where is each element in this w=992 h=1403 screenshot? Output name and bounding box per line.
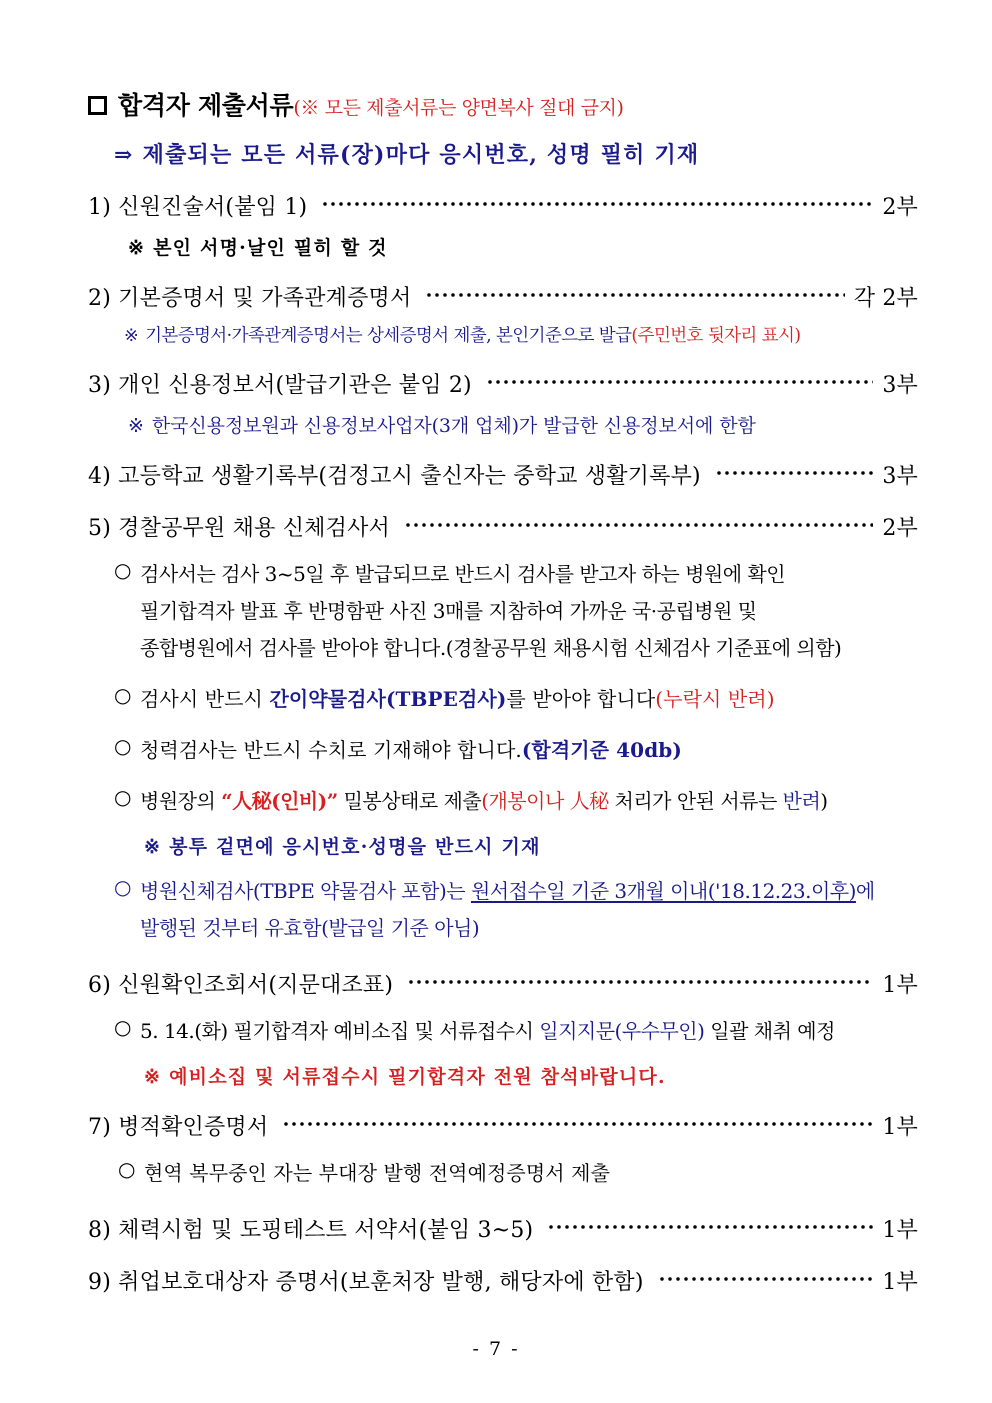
- text-segment-highlight: 반려: [782, 789, 821, 813]
- item-line: [88, 511, 918, 542]
- text-segment-warning: “人秘(인비)”: [221, 789, 338, 813]
- sub-bullet: [114, 681, 918, 718]
- sub-bullet-text: [140, 1013, 918, 1050]
- sub-bullet: [114, 783, 918, 820]
- text-segment-highlight: 일지지문(우수무인): [539, 1019, 705, 1043]
- item-label: 7) 병적확인증명서: [88, 1115, 269, 1140]
- text-segment-highlight: (합격기준 40db): [521, 738, 682, 762]
- text-segment: 5. 14.(화) 필기합격자 예비소집 및 서류접수시: [140, 1019, 540, 1043]
- sub-bullet-note: [144, 1062, 918, 1089]
- page-heading: [88, 86, 918, 122]
- dot-leader: [427, 283, 844, 305]
- double-arrow-icon: ⇒: [114, 142, 134, 168]
- text-segment: 밀봉상태로 제출: [337, 789, 482, 813]
- circle-bullet-icon: ○: [114, 785, 132, 809]
- item-count: 1부: [882, 973, 918, 998]
- sub-bullet-text: [140, 783, 918, 820]
- item-count: 1부: [882, 1270, 918, 1295]
- text-segment: 처리가 안된 서류는: [608, 789, 783, 813]
- sub-bullet: [114, 732, 918, 769]
- text-segment: 검사시 반드시: [140, 687, 270, 711]
- sub-bullet-line: [140, 783, 918, 820]
- item-count: 3부: [882, 373, 918, 398]
- text-segment: 청력검사는 반드시 수치로 기재해야 합니다.: [140, 738, 522, 762]
- sub-bullet-line: 발행된 것부터 유효함(발급일 기준 아님): [140, 916, 480, 940]
- item-count: 1부: [882, 1218, 918, 1243]
- circle-bullet-icon: ○: [114, 683, 132, 707]
- item-note-text: 한국신용정보원과 신용정보사업자(3개 업체)가 발급한 신용정보서에 한함: [151, 415, 756, 437]
- reference-mark-icon: ※: [128, 237, 146, 259]
- item-label: 5) 경찰공무원 채용 신체검사서: [88, 516, 390, 541]
- sub-bullet-text: [140, 732, 918, 769]
- item-line: [88, 281, 918, 312]
- sub-bullet-text: [140, 873, 918, 947]
- dot-leader: [717, 461, 874, 483]
- item-note-highlight: (주민번호 뒷자리 표시): [631, 326, 801, 346]
- text-segment: 병원장의: [140, 789, 222, 813]
- list-item: [88, 368, 918, 438]
- dot-leader: [323, 192, 873, 214]
- dot-leader: [488, 370, 873, 392]
- item-line: [88, 968, 918, 999]
- item-label: 4) 고등학교 생활기록부(검정고시 출신자는 중학교 생활기록부): [88, 464, 701, 489]
- item-line: [88, 1213, 918, 1244]
- list-item: [88, 1213, 918, 1244]
- text-segment: ): [820, 789, 828, 813]
- reference-mark-icon: ※: [144, 1066, 162, 1088]
- sub-bullet: [114, 556, 918, 667]
- heading-title: 합격자 제출서류(※ 모든 제출서류는 양면복사 절대 금지): [118, 91, 624, 120]
- item-note: [128, 233, 918, 260]
- dot-leader: [409, 970, 873, 992]
- text-segment: 일괄 채취 예정: [704, 1019, 835, 1043]
- circle-bullet-icon: ○: [114, 558, 132, 582]
- item-line: [88, 1265, 918, 1296]
- reference-mark-icon: ※: [124, 326, 139, 346]
- list-item: [88, 281, 918, 347]
- sub-bullet-line: 종합병원에서 검사를 받아야 합니다.(경찰공무원 채용시험 신체검사 기준표에 의함): [140, 636, 842, 660]
- item-line: [88, 1110, 918, 1141]
- sub-bullet-line: [140, 681, 918, 718]
- item-count: 각 2부: [853, 286, 918, 311]
- list-item: [88, 1110, 918, 1192]
- item-note: [128, 411, 918, 438]
- item-count: 2부: [882, 195, 918, 220]
- sub-bullet-line: [140, 873, 918, 910]
- item-label: 1) 신원진술서(붙임 1): [88, 195, 308, 220]
- dot-leader: [406, 513, 873, 535]
- item-label: 2) 기본증명서 및 가족관계증명서: [88, 286, 412, 311]
- text-segment: 병원신체검사(TBPE 약물검사 포함)는: [140, 879, 471, 903]
- sub-bullet-note-text: 예비소집 및 서류접수시 필기합격자 전원 참석바랍니다.: [169, 1066, 666, 1088]
- item-label: 9) 취업보호대상자 증명서(보훈처장 발행, 해당자에 한함): [88, 1270, 644, 1295]
- item-count: 3부: [882, 464, 918, 489]
- sub-bullet-line: [140, 1013, 918, 1050]
- text-segment-underlined: 원서접수일 기준 3개월 이내('18.12.23.이후): [470, 879, 856, 903]
- sub-bullet-line: 현역 복무중인 자는 부대장 발행 전역예정증명서 제출: [144, 1161, 610, 1185]
- arrow-instruction-line: [114, 138, 918, 169]
- item-line: [88, 459, 918, 490]
- item-note: [124, 322, 918, 347]
- text-segment: 를 받아야 합니다: [506, 687, 656, 711]
- sub-bullet-line: [140, 732, 918, 769]
- empty-checkbox-icon: [88, 96, 107, 115]
- sub-bullet-note-text: 봉투 겉면에 응시번호·성명을 반드시 기재: [169, 836, 541, 858]
- page-number: - 7 -: [472, 1338, 520, 1360]
- item-line: [88, 190, 918, 221]
- item-label: 8) 체력시험 및 도핑테스트 서약서(붙임 3~5): [88, 1218, 534, 1243]
- text-segment-warning: (개봉이나 人秘: [481, 789, 609, 813]
- list-item: [88, 511, 918, 947]
- sub-bullet-note: [144, 832, 918, 859]
- heading-note: (※ 모든 제출서류는 양면복사 절대 금지): [293, 97, 624, 119]
- sub-bullet-line: 필기합격자 발표 후 반명함판 사진 3매를 지참하여 가까운 국·공립병원 및: [140, 599, 757, 623]
- dot-leader: [284, 1112, 873, 1134]
- sub-bullet-text: [140, 681, 918, 718]
- circle-bullet-icon: ○: [114, 875, 132, 899]
- text-segment: 에: [855, 879, 875, 903]
- dot-leader: [660, 1267, 874, 1289]
- item-count: 2부: [882, 516, 918, 541]
- sub-bullet: [118, 1155, 918, 1192]
- sub-bullet-text: [144, 1155, 918, 1192]
- reference-mark-icon: ※: [128, 415, 144, 437]
- dot-leader: [549, 1215, 873, 1237]
- sub-bullet-text: [140, 556, 918, 667]
- item-note-text: 본인 서명·날인 필히 할 것: [153, 237, 388, 259]
- circle-bullet-icon: ○: [114, 734, 132, 758]
- item-count: 1부: [882, 1115, 918, 1140]
- sub-bullet: [114, 873, 918, 947]
- list-item: [88, 459, 918, 490]
- reference-mark-icon: ※: [144, 836, 162, 858]
- sub-bullet: [114, 1013, 918, 1050]
- document-content: [88, 86, 918, 1296]
- text-segment-highlight: 간이약물검사(TBPE검사): [269, 687, 507, 711]
- text-segment-warning: (누락시 반려): [655, 687, 775, 711]
- item-label: 6) 신원확인조회서(지문대조표): [88, 973, 394, 998]
- list-item: [88, 190, 918, 260]
- arrow-instruction-text: 제출되는 모든 서류(장)마다 응시번호, 성명 필히 기재: [142, 142, 700, 168]
- item-line: [88, 368, 918, 399]
- list-item: [88, 968, 918, 1089]
- list-item: [88, 1265, 918, 1296]
- item-note-text: 기본증명서·가족관계증명서는 상세증명서 제출, 본인기준으로 발급: [145, 326, 632, 346]
- circle-bullet-icon: ○: [118, 1157, 136, 1181]
- circle-bullet-icon: ○: [114, 1015, 132, 1039]
- item-label: 3) 개인 신용정보서(발급기관은 붙임 2): [88, 373, 472, 398]
- sub-bullet-line: 검사서는 검사 3~5일 후 발급되므로 반드시 검사를 받고자 하는 병원에 확인: [140, 562, 786, 586]
